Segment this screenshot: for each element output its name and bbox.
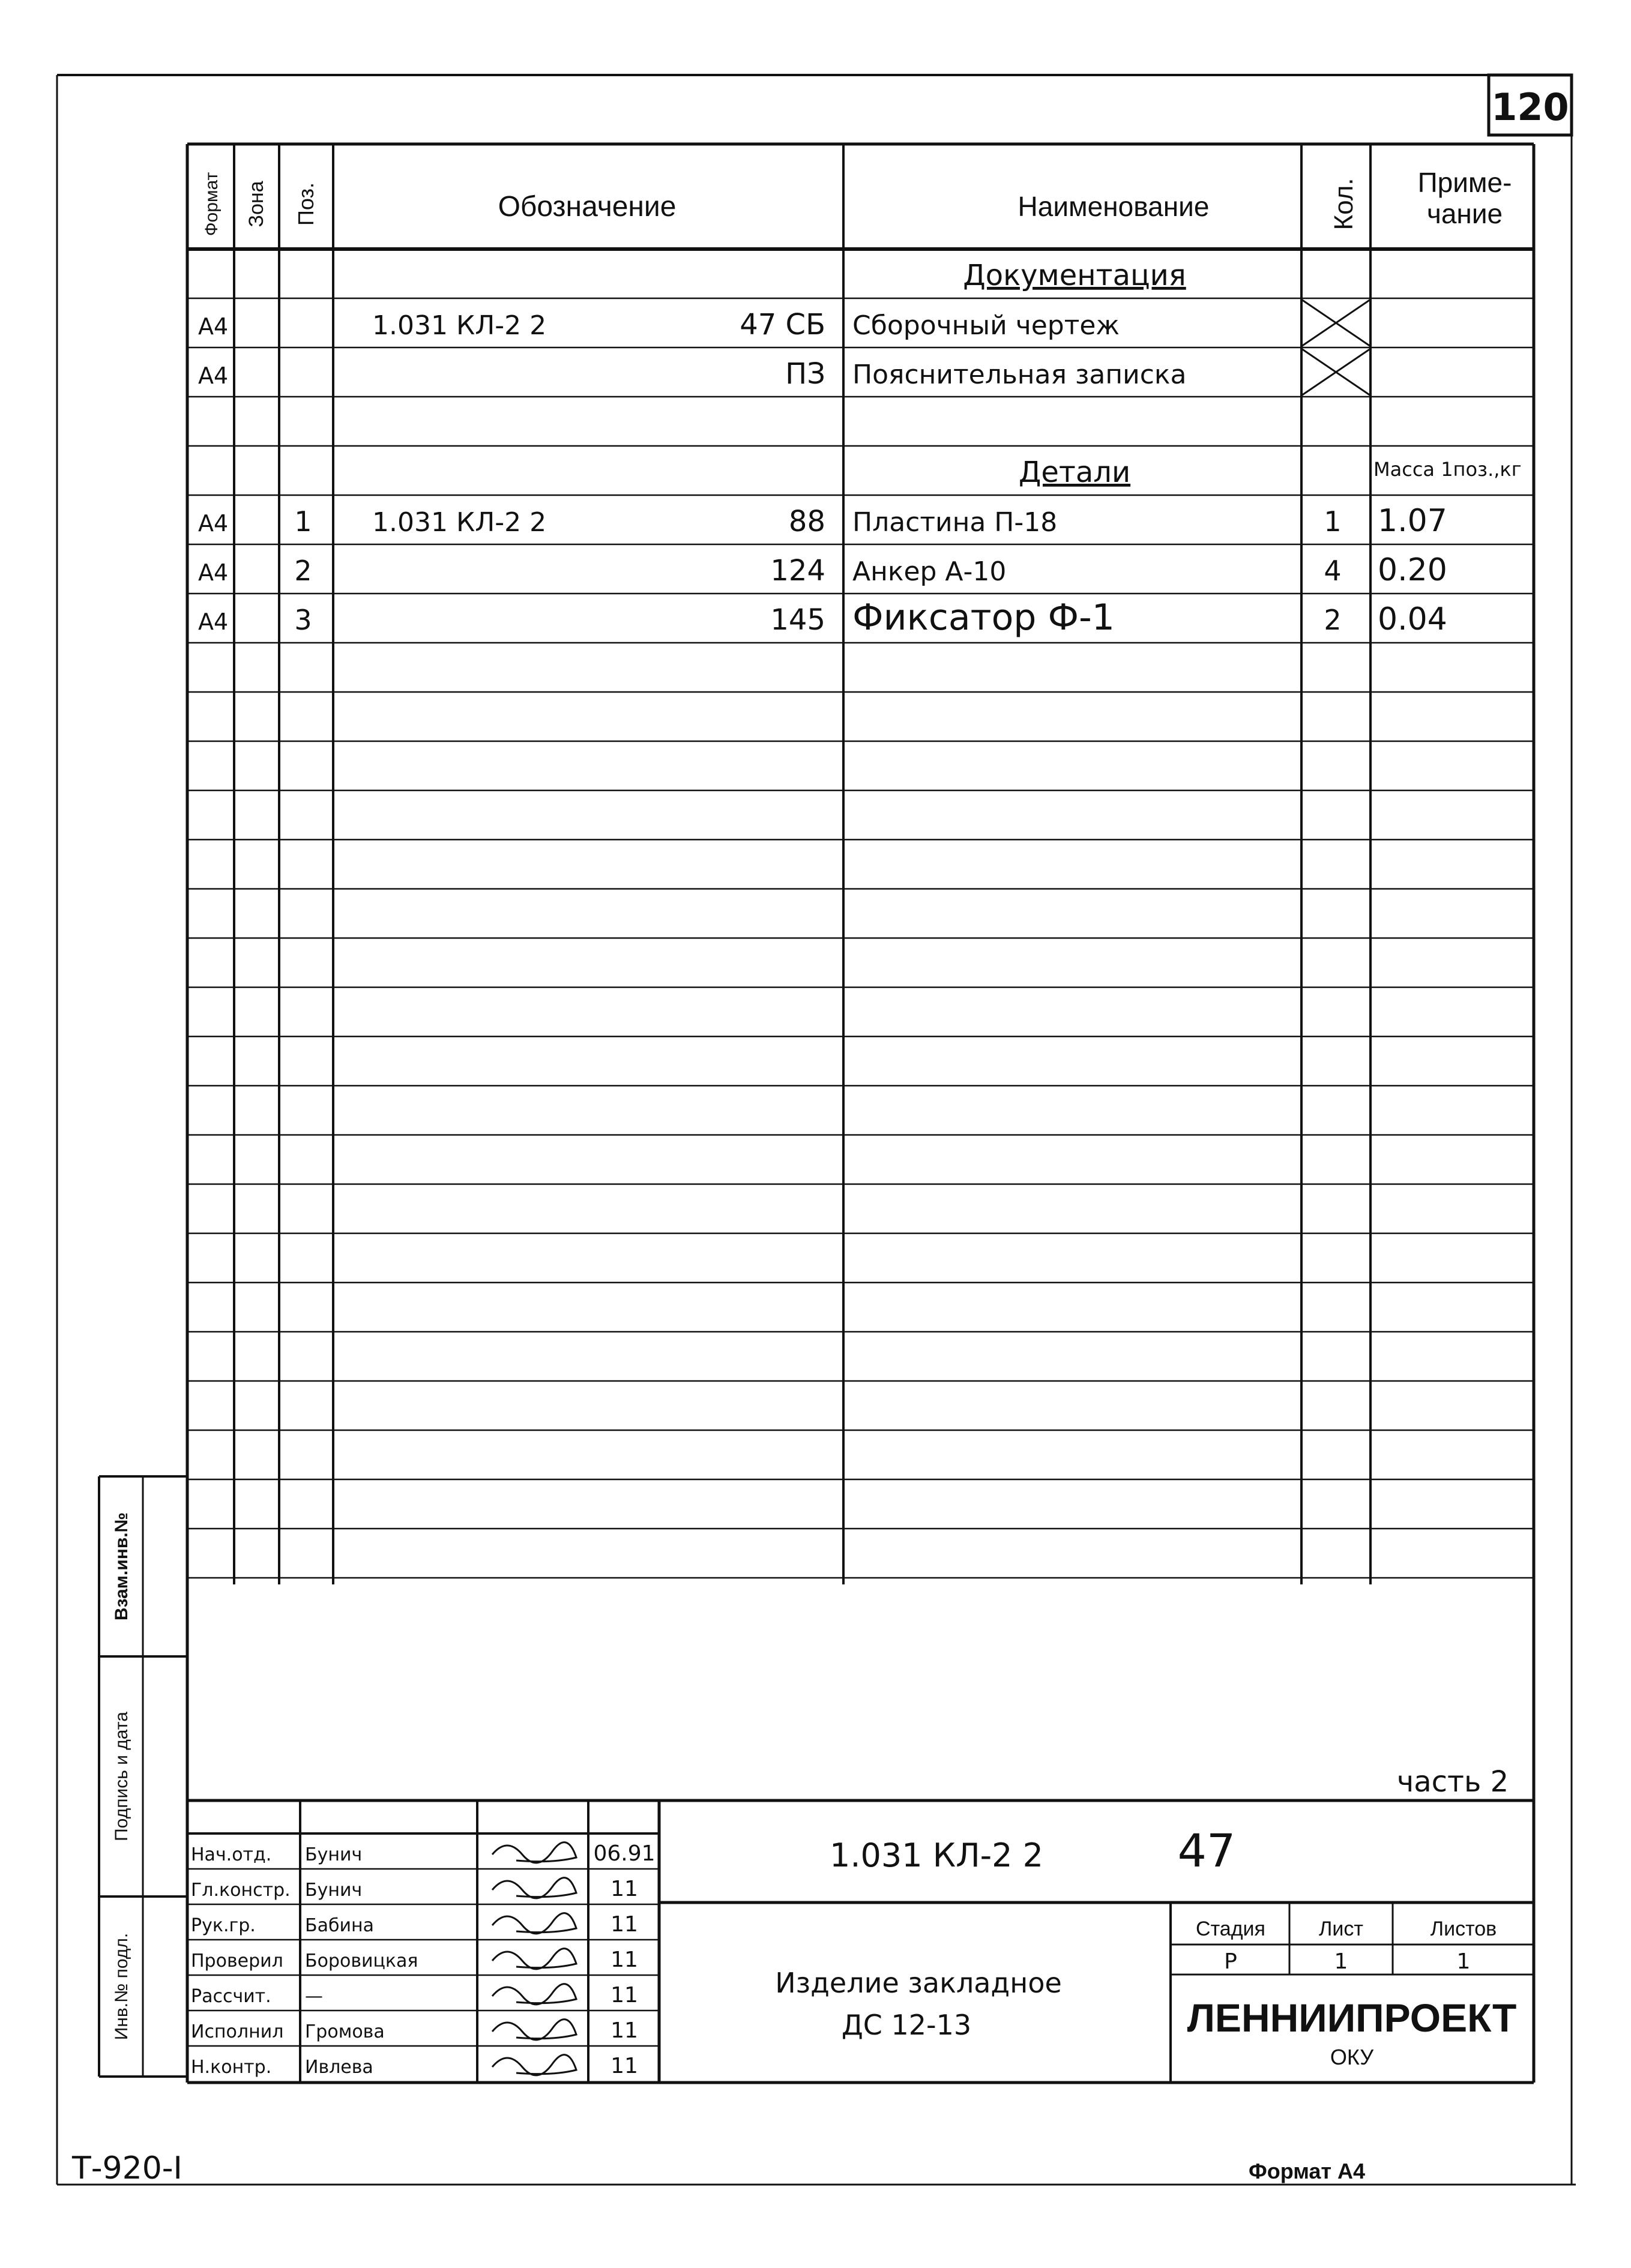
section-title: Документация [963,259,1186,292]
header-designation: Обозначение [498,191,677,223]
column-pos: 1 [294,505,312,538]
main-frame [187,144,1534,2083]
table-rows [198,259,1522,639]
handwritten-signature [492,1878,576,1898]
column-format: А4 [198,313,229,340]
header-zone: Зона [245,181,268,227]
column-note: 0.04 [1378,601,1447,637]
column-name: Пластина П-18 [852,507,1058,538]
title-stage-label: Стадия [1196,1918,1265,1940]
signature-row [191,1841,656,1866]
signature-row [191,2018,638,2043]
section-title: Детали [1018,456,1131,489]
column-qty: 2 [1324,604,1342,636]
signature-date: 11 [610,1948,638,1972]
signature-role: Проверил [191,1951,283,1972]
side-replace-inv: Взам.инв.№ [112,1512,131,1621]
signature-name: Бунич [305,1880,363,1901]
title-product-name-line2: ДС 12-13 [841,2009,972,2041]
column-format: А4 [198,362,229,389]
column-name: Сборочный чертеж [852,310,1120,341]
column-designation: 1.031 КЛ-2 2 [372,310,547,341]
signature-date: 11 [610,1912,638,1937]
column-qty: 1 [1324,505,1342,538]
signature-date: 11 [610,1877,638,1901]
album-code: Т-920-I [72,2150,182,2186]
title-document-code: 1.031 КЛ-2 2 [829,1836,1044,1874]
side-sign-date: Подпись и дата [112,1712,131,1841]
signature-row [191,1983,638,2008]
signature-role: Рассчит. [191,1986,271,2007]
handwritten-signature [492,1913,576,1934]
column-format: А4 [198,559,229,586]
signature-name: Бунич [305,1844,363,1865]
handwritten-signature [492,1984,576,2005]
header-pos: Поз. [294,182,318,226]
column-qty: 4 [1324,555,1342,587]
title-stage-value: Р [1224,1949,1237,1974]
column-note: 1.07 [1378,503,1447,539]
signature-date: 11 [610,1983,638,2008]
handwritten-signature [492,2055,576,2075]
part-label: часть 2 [1396,1765,1509,1799]
signature-row [191,2054,638,2078]
title-sheet-label: Лист [1319,1918,1363,1940]
table-header [202,167,1512,236]
signature-row [191,1877,638,1901]
handwritten-signature [492,2020,576,2040]
signature-date: 11 [610,2018,638,2043]
table-row [198,597,1447,639]
column-format: А4 [198,609,229,635]
column-note: 0.20 [1378,552,1447,588]
table-row [963,259,1186,292]
title-department: ОКУ [1330,2045,1374,2069]
sheet-number-box [1489,75,1572,135]
header-name: Наименование [1017,191,1210,222]
signature-name: Бабина [305,1915,374,1936]
signature-name: Ивлева [305,2057,373,2078]
header-note-line1: Приме- [1417,167,1512,198]
side-inv-orig: Инв.№ подл. [112,1933,131,2041]
table-row [198,299,1370,346]
sheet-number: 120 [1491,85,1569,129]
handwritten-signature [492,1842,576,1863]
signature-date: 11 [610,2054,638,2078]
column-pos: 3 [294,604,312,636]
signature-row [191,1948,638,1972]
table-row [198,552,1447,588]
column-format: А4 [198,510,229,537]
column-designation-suffix: 88 [788,505,825,538]
handwritten-signature [492,1949,576,1969]
format-note: Формат А4 [1249,2159,1366,2183]
column-note: Масса 1поз.,кг [1373,458,1522,481]
title-sheet-value: 1 [1334,1949,1348,1974]
signature-name: Боровицкая [305,1951,418,1972]
header-format: Формат [202,172,222,236]
title-sheets-value: 1 [1456,1949,1471,1974]
title-product-name-line1: Изделие закладное [775,1967,1062,1999]
column-designation-suffix: 145 [770,603,825,637]
signature-role: Гл.констр. [191,1880,291,1901]
column-designation-suffix: 124 [770,554,825,588]
signature-row [191,1912,638,1937]
column-designation-suffix: ПЗ [785,357,825,391]
table-row [198,503,1447,539]
signature-role: Н.контр. [191,2057,272,2078]
header-qty: Кол. [1329,178,1358,230]
column-pos: 2 [294,555,312,587]
title-organization: ЛЕННИИПРОЕКТ [1187,1996,1517,2040]
column-name: Фиксатор Ф-1 [852,597,1115,639]
table-row [1019,456,1522,489]
column-designation-suffix: 47 СБ [740,308,825,341]
signature-role: Рук.гр. [191,1915,256,1936]
signature-name: — [305,1986,323,2007]
column-name: Анкер А-10 [852,556,1007,587]
title-document-sheet: 47 [1177,1824,1236,1877]
signature-role: Исполнил [191,2021,284,2042]
signature-date: 06.91 [593,1841,656,1866]
title-sheets-label: Листов [1430,1918,1497,1940]
column-name: Пояснительная записка [852,359,1187,390]
table-row [198,349,1370,396]
column-designation: 1.031 КЛ-2 2 [372,507,547,538]
header-note-line2: чание [1426,198,1503,229]
signature-role: Нач.отд. [191,1844,272,1865]
signature-name: Громова [305,2021,385,2042]
